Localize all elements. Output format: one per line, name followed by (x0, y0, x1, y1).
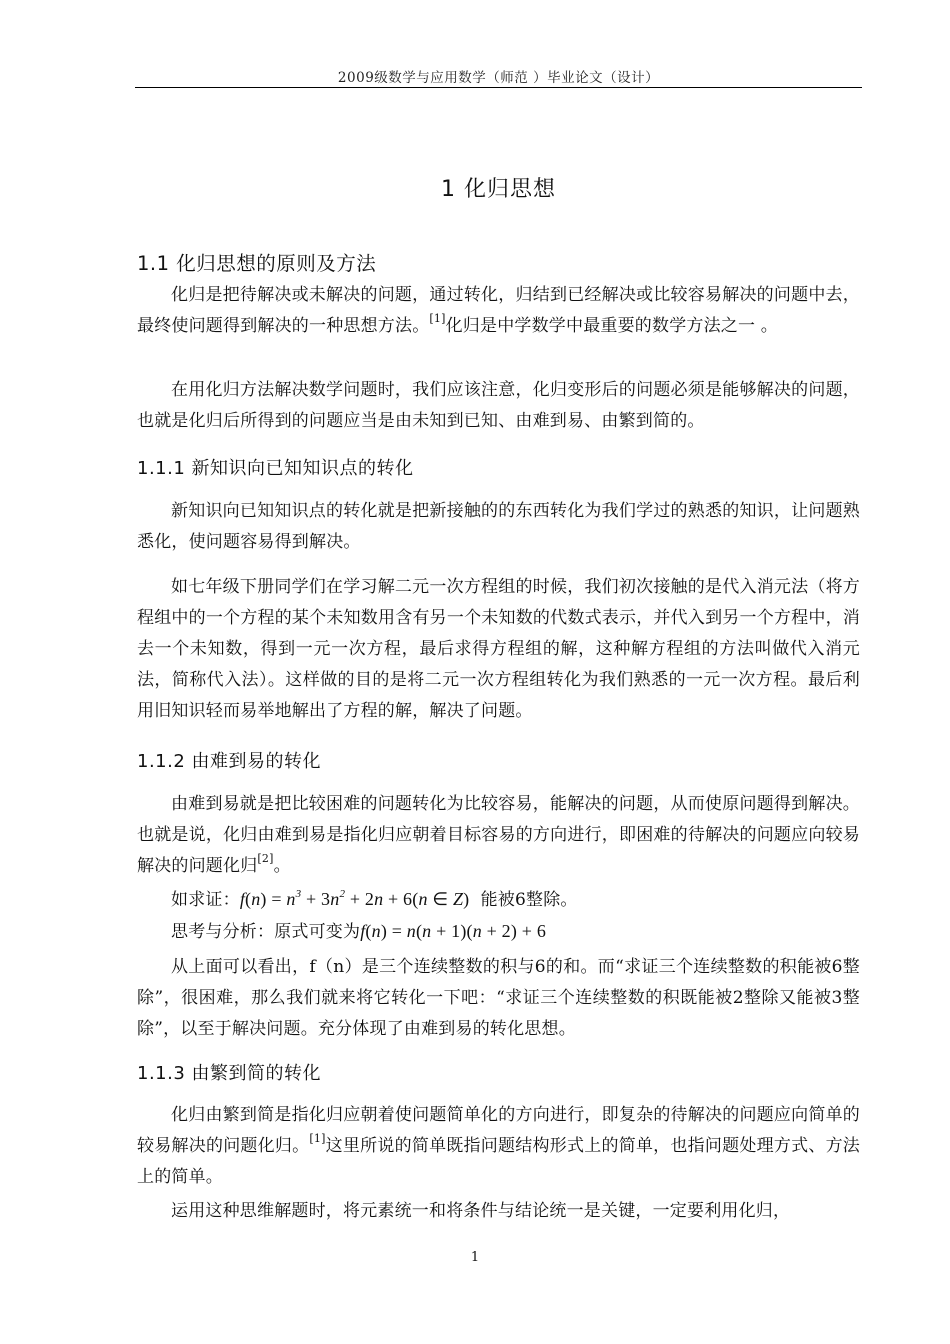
formula-factored: f(n) = n(n + 1)(n + 2) + 6 (360, 921, 547, 941)
paragraph-1-1-1-b: 如七年级下册同学们在学习解二元一次方程组的时候，我们初次接触的是代入消元法（将方程组中的一个方程的某个未知数用含有另一个未知数的代数式表示，并代入到另一个方程中，消去一个未知数，得到一元一次方程，最后求得方程组的解，这种解方程组的方法叫做代入消元法，简称代入法）。这样做的目的是将二元一次方程组转化为我们熟悉的一元一次方程。最后利用旧知识轻而易举地解出了方程的解，解决了问题。 (137, 577, 860, 721)
running-header: 2009级数学与应用数学（师范 ）毕业论文（设计） (337, 70, 660, 86)
paragraph-1-1-2-a (137, 789, 860, 882)
paragraph-1-1-3-b: 运用这种思维解题时，将元素统一和将条件与结论统一是关键，一定要利用化归， (171, 1201, 791, 1221)
analysis-statement (137, 916, 860, 948)
paragraph-1-1-3-a (137, 1100, 860, 1193)
paragraph-text: 由难到易就是把比较困难的问题转化为比较容易，能解决的问题，从而使原问题得到解决。也就是说，化归由难到易是指化归应朝着目标容易的方向进行，即困难的待解决的问题应向较易解决的问题化归 (137, 794, 860, 876)
page-number: 1 (470, 1250, 480, 1265)
header-rule (135, 87, 862, 88)
paragraph-text: 化归是把待解决或未解决的问题，通过转化，归结到已经解决或比较容易解决的问题中去，最终使问题得到解决的一种思想方法。 (137, 285, 860, 336)
paragraph-1-1-a (137, 280, 860, 342)
paragraph-text: 化归是中学数学中最重要的数学方法之一 。 (445, 316, 778, 336)
section-heading-1-1-3: 1.1.3 由繁到简的转化 (137, 1063, 322, 1084)
section-heading-1-1: 1.1 化归思想的原则及方法 (137, 252, 377, 275)
prove-statement (137, 884, 860, 916)
paragraph-1-1-1-a: 新知识向已知知识点的转化就是把新接触的的东西转化为我们学过的熟悉的知识，让问题熟悉化，使问题容易得到解决。 (137, 501, 860, 552)
section-heading-1-1-2: 1.1.2 由难到易的转化 (137, 751, 322, 772)
citation-ref: [2] (257, 852, 274, 865)
analysis-prefix: 思考与分析：原式可变为 (171, 922, 361, 942)
paragraph-text: 这里所说的简单既指问题结构形式上的简单，也指问题处理方式、方法上的简单。 (137, 1136, 861, 1187)
citation-ref: [1] (309, 1132, 326, 1145)
formula-f-n: $f(n) = n^3 + 3n^2 + 2n + 6(n$ ∈ Z) (239, 888, 470, 909)
paragraph-text: 化归由繁到简是指化归应朝着使问题简单化的方向进行，即复杂的待解决的问题应向简单的较易解决的问题化归。 (137, 1105, 860, 1156)
paragraph-1-1-2-c: 从上面可以看出，f（n）是三个连续整数的积与6的和。而“求证三个连续整数的积能被6整除”，很困难，那么我们就来将它转化一下吧：“求证三个连续整数的积既能被2整除又能被3整除”，以至于解决问题。充分体现了由难到易的转化思想。 (137, 957, 860, 1039)
prove-suffix: 能被6整除。 (480, 890, 578, 910)
paragraph-1-1-b: 在用化归方法解决数学问题时，我们应该注意，化归变形后的问题必须是能够解决的问题，也就是化归后所得到的问题应当是由未知到已知、由难到易、由繁到简的。 (137, 380, 860, 431)
chapter-title: 1 化归思想 (441, 177, 556, 202)
section-heading-1-1-1: 1.1.1 新知识向已知知识点的转化 (137, 458, 414, 479)
paragraph-text: 。 (273, 856, 291, 876)
citation-ref: [1] (429, 312, 446, 325)
prove-prefix: 如求证： (171, 890, 240, 910)
